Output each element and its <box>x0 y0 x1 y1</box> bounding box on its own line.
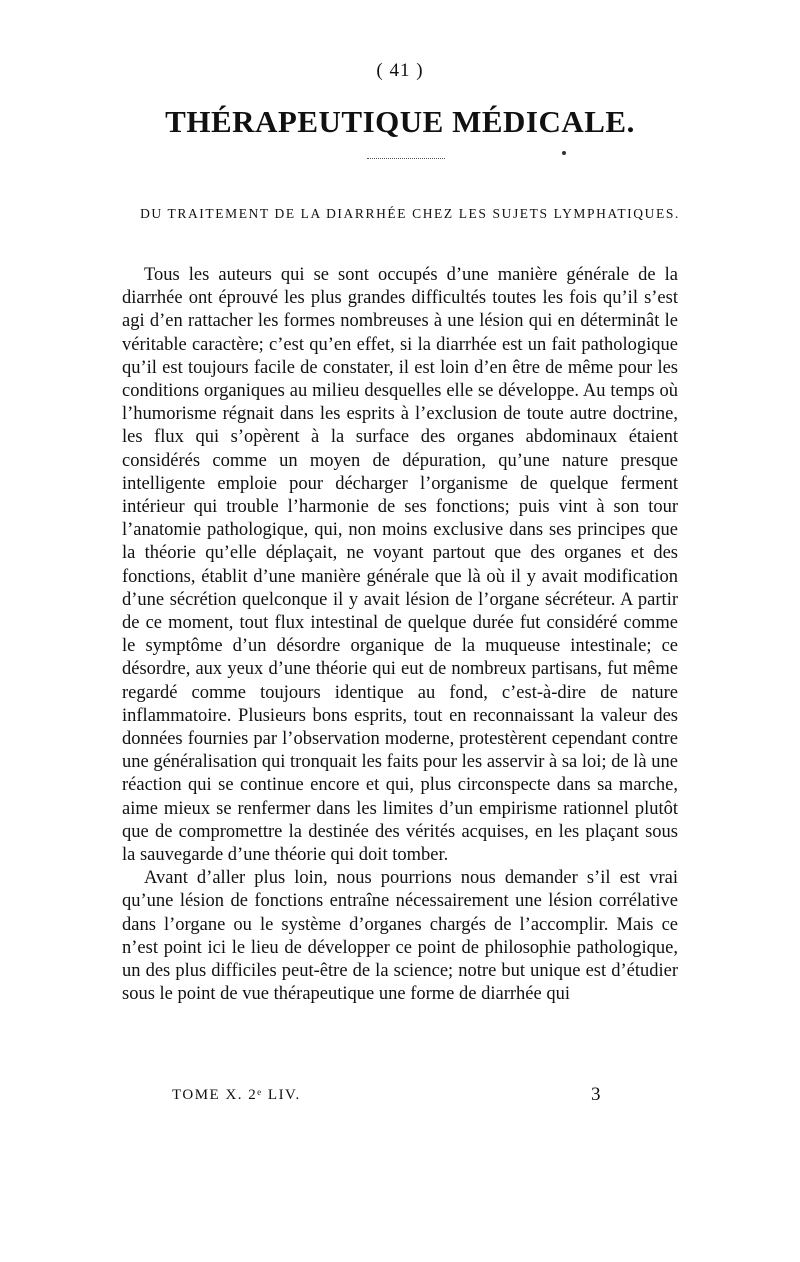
paragraph: Avant d’aller plus loin, nous pourrions nous demander s’il est vrai qu’une lésion de fonctions entraîne nécessairement une lésion corrélative dans l’organe ou le système d’organes chargés de l’accomplir. Mais ce n’est point ici le lieu de développer ce point de philosophie pathologique, un des plus difficiles peut-être de la science; notre but unique est d’étudier sous le point de vue thérapeutique une forme de diarrhée qui <box>122 868 678 1005</box>
decorative-dot <box>562 151 566 155</box>
paragraph: Tous les auteurs qui se sont occupés d’une manière générale de la diarrhée ont éprouvé les plus grandes difficultés toutes les fois qu’il s’est agi d’en rattacher les formes nombreuses à une lésion qui en déterminât le véritable caractère; c’est qu’en effet, si la diarrhée est un fait pathologique qu’il est toujours facile de constater, il est loin d’en être de même pour les conditions organiques au milieu desquelles elle se développe. Au temps où l’humorisme régnait dans les esprits à l’exclusion de toute autre doctrine, les flux qui s’opèrent à la surface des organes abdominaux étaient considérés comme un moyen de dépuration, qu’une nature presque intelligente emploie pour décharger l’organisme de quelque ferment intérieur qui trouble l’harmonie de ses fonctions; puis vint à son tour l’anatomie pathologique, qui, non moins exclusive dans ses principes que la théorie qu’elle déplaçait, ne voyant partout que des organes et des fonctions, établit d’une manière générale que là où il y avait modification d’une sécrétion quelconque il y avait lésion de l’organe sécréteur. A partir de ce moment, tout flux intestinal de quelque durée fut considéré comme le symptôme d’un désordre organique de la muqueuse intestinale; ce désordre, aux yeux d’une théorie qui eut de nombreux partisans, fut même regardé comme toujours identique au fond, c’est-à-dire de nature inflammatoire. Plusieurs bons esprits, tout en reconnaissant la valeur des données fournies par l’observation moderne, protestèrent cependant contre une généralisation qui tronquait les faits pour les asservir à sa loi; de là une réaction qui se continue encore et qui, plus circonspecte dans sa marche, aime mieux se renfermer dans les limites d’un empirisme rationnel plutôt que de compromettre la destinée des vérités acquises, en les plaçant sous la sauvegarde d’une théorie qui doit tomber. <box>122 265 678 866</box>
decorative-rule <box>367 158 445 159</box>
article-body <box>122 264 678 1007</box>
volume-label: TOME X. 2ᵉ LIV. <box>172 1087 301 1103</box>
signature-mark: 3 <box>591 1084 602 1105</box>
page-number: ( 41 ) <box>376 60 424 81</box>
section-title: THÉRAPEUTIQUE MÉDICALE. <box>165 104 635 139</box>
article-title: DU TRAITEMENT DE LA DIARRHÉE CHEZ LES SUJETS LYMPHATIQUES. <box>140 206 680 221</box>
